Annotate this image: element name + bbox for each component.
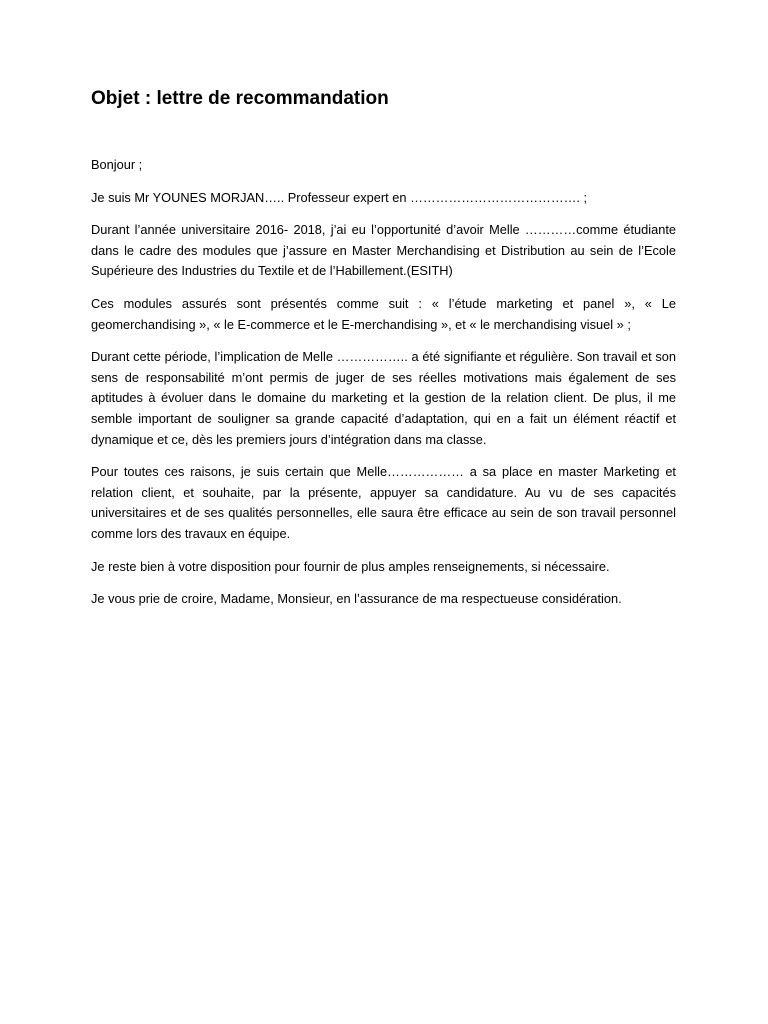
modules-paragraph: Ces modules assurés sont présentés comme suit : « l’étude marketing et panel », « Le geomerchandising », « le E-commerce et le E-merchandising », et « le merchandising visuel » ; [91, 295, 676, 332]
letter-page [91, 87, 676, 622]
closing-paragraph: Je vous prie de croire, Madame, Monsieur, en l’assurance de ma respectueuse considération. [91, 591, 622, 607]
letter-title: Objet : lettre de recommandation [91, 88, 389, 109]
context-paragraph: Durant l’année universitaire 2016- 2018, j’ai eu l’opportunité d’avoir Melle …………comme étudiante dans le cadre des modules que j’assure en Master Merchandising et Distribution au sein de l’Ecole Supérieure des Industries du Textile et de l’Habillement.(ESITH) [91, 222, 676, 279]
recommendation-paragraph: Pour toutes ces raisons, je suis certain que Melle……………… a sa place en master Marketing et relation client, et souhaite, par la présente, appuyer sa candidature. Au vu de ses capacités universitaires et de ses qualités personnelles, elle saura être efficace au sein de son travail personnel comme lors des travaux en équipe. [91, 464, 676, 541]
evaluation-paragraph: Durant cette période, l’implication de Melle …………….. a été signifiante et régulière. Son travail et son sens de responsabilité m’ont permis de juger de ses réelles motivations mais également de ses aptitudes à évoluer dans le domaine du marketing et la gestion de la relation client. De plus, il me semble important de souligner sa grande capacité d’adaptation, qui en a fait un élément réactif et dynamique et ce, dès les premiers jours d’intégration dans ma classe. [91, 349, 676, 447]
introduction-paragraph: Je suis Mr YOUNES MORJAN….. Professeur expert en …………………………………. ; [91, 189, 588, 205]
greeting: Bonjour ; [91, 157, 143, 172]
availability-paragraph: Je reste bien à votre disposition pour fournir de plus amples renseignements, si nécessaire. [91, 558, 610, 574]
